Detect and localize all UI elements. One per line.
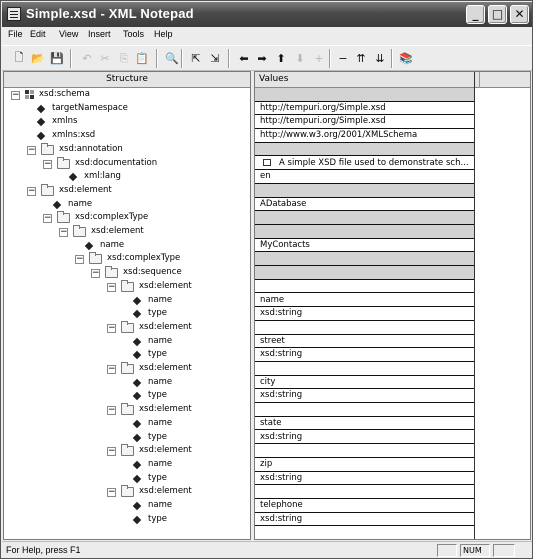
collapse-toggle-icon[interactable]: − xyxy=(92,268,100,279)
column-splitter[interactable] xyxy=(479,72,480,88)
nudge-up-icon: ⬆ xyxy=(276,52,286,65)
tree-node-label: name xyxy=(148,417,173,428)
value-cell[interactable] xyxy=(255,403,474,417)
collapse-toggle-icon[interactable]: − xyxy=(108,364,116,374)
collapse-toggle-icon[interactable]: − xyxy=(60,227,68,237)
attribute-icon xyxy=(133,337,141,345)
tree-node-label: xsd:schema xyxy=(39,89,90,99)
tree-node-label: name xyxy=(148,335,173,346)
nudge-down-button[interactable] xyxy=(291,49,309,68)
tree-element-node[interactable] xyxy=(4,211,250,225)
attribute-icon xyxy=(37,118,45,126)
new-icon: 🗋 xyxy=(14,51,24,64)
tree-node-label: xmlns xyxy=(52,116,78,127)
attribute-icon xyxy=(133,515,141,523)
attribute-icon xyxy=(133,310,141,318)
structure-pane[interactable] xyxy=(3,71,251,540)
expand-icon: + xyxy=(314,52,324,65)
value-text: city xyxy=(260,376,276,387)
tree-node-label: xsd:element xyxy=(91,226,144,236)
tree-node-label: xsd:complexType xyxy=(107,253,181,264)
tree-node-label: xml:lang xyxy=(84,171,121,182)
value-cell[interactable] xyxy=(255,458,474,472)
value-cell[interactable] xyxy=(255,198,474,212)
tree-node-label: name xyxy=(148,458,173,469)
folder-icon xyxy=(73,227,86,237)
value-cell[interactable] xyxy=(255,266,474,280)
value-cell[interactable] xyxy=(255,472,474,486)
collapse-toggle-icon[interactable]: − xyxy=(76,254,84,265)
attribute-icon xyxy=(53,200,61,208)
value-cell[interactable] xyxy=(255,431,474,445)
tree-node-label: type xyxy=(148,472,167,483)
paste-icon: 📋 xyxy=(135,52,149,65)
window-title: Simple.xsd - XML Notepad xyxy=(26,6,194,21)
value-cell[interactable] xyxy=(255,184,474,198)
tree-attribute-node[interactable] xyxy=(4,239,250,253)
value-text: xsd:string xyxy=(260,308,303,319)
menu-view[interactable]: View xyxy=(59,29,79,39)
close-button[interactable] xyxy=(510,5,529,24)
maximize-button[interactable] xyxy=(488,5,507,24)
tree-element-node[interactable] xyxy=(4,252,250,266)
attribute-icon xyxy=(133,351,141,359)
sort-descending-icon: ⇊ xyxy=(375,52,385,65)
tree-node-label: targetNamespace xyxy=(52,102,128,113)
tree-element-node[interactable] xyxy=(4,444,250,458)
sort-ascending-icon: ⇈ xyxy=(356,52,366,65)
folder-icon xyxy=(121,405,134,415)
tree-attribute-node[interactable] xyxy=(4,513,250,527)
tree-node-label: type xyxy=(148,431,167,442)
tree-attribute-node[interactable] xyxy=(4,458,250,472)
tree-element-node[interactable] xyxy=(4,362,250,376)
tree-attribute-node[interactable] xyxy=(4,472,250,486)
value-cell[interactable] xyxy=(255,321,474,335)
undo-button[interactable] xyxy=(78,49,96,68)
value-text: xsd:string xyxy=(260,513,303,524)
value-text: ADatabase xyxy=(260,198,307,209)
tree-attribute-node[interactable] xyxy=(4,307,250,321)
tree-element-node[interactable] xyxy=(4,485,250,499)
value-text: http://www.w3.org/2001/XMLSchema xyxy=(260,130,418,141)
cut-icon: ✂ xyxy=(100,52,110,65)
value-text: http://tempuri.org/Simple.xsd xyxy=(260,102,386,113)
tree-node-label: xsd:element xyxy=(139,363,192,373)
value-cell[interactable] xyxy=(255,513,474,527)
tree-node-label: name xyxy=(148,294,173,305)
value-cell[interactable] xyxy=(255,307,474,321)
save-icon: 💾 xyxy=(50,52,64,65)
attribute-icon xyxy=(133,392,141,400)
structure-header[interactable]: Structure xyxy=(4,72,250,88)
tree-attribute-node[interactable] xyxy=(4,170,250,184)
folder-icon xyxy=(57,159,70,169)
xml-notepad-icon[interactable] xyxy=(7,7,21,21)
value-cell[interactable] xyxy=(255,444,474,458)
folder-icon xyxy=(121,487,134,497)
new-button[interactable] xyxy=(10,49,28,68)
maximize-icon: □ xyxy=(491,7,504,21)
minimize-button[interactable] xyxy=(466,5,485,24)
tree-element-node[interactable] xyxy=(4,143,250,157)
minimize-icon: _ xyxy=(472,7,479,21)
tree-attribute-node[interactable] xyxy=(4,294,250,308)
value-cell[interactable] xyxy=(255,335,474,349)
status-panel-empty xyxy=(437,544,457,557)
schema-node-icon xyxy=(25,90,35,100)
value-cell[interactable] xyxy=(255,115,474,129)
tree-element-node[interactable] xyxy=(4,184,250,198)
close-icon: ✕ xyxy=(514,7,525,21)
attribute-icon xyxy=(133,296,141,304)
sort-descending-button[interactable] xyxy=(371,49,389,68)
nudge-left-button[interactable] xyxy=(235,49,253,68)
collapse-toggle-icon[interactable]: − xyxy=(44,158,52,169)
tree-node-label: xsd:element xyxy=(139,445,192,456)
collapse-toggle-icon[interactable]: − xyxy=(108,281,116,292)
tree-element-node[interactable] xyxy=(4,403,250,417)
tree-attribute-node[interactable] xyxy=(4,499,250,513)
folder-icon xyxy=(105,268,118,278)
value-cell[interactable] xyxy=(255,389,474,403)
value-cell[interactable] xyxy=(255,362,474,376)
value-cell[interactable] xyxy=(255,129,474,143)
insert-before-icon: ⇱ xyxy=(191,52,201,65)
attribute-icon xyxy=(133,474,141,482)
tree-element-node[interactable] xyxy=(4,280,250,294)
menu-edit[interactable]: Edit xyxy=(30,29,46,39)
attribute-icon xyxy=(133,420,141,428)
values-pane[interactable] xyxy=(254,71,531,540)
open-button[interactable] xyxy=(29,49,47,68)
insert-before-button[interactable] xyxy=(187,49,205,68)
cut-button[interactable] xyxy=(96,49,114,68)
tree-attribute-node[interactable] xyxy=(4,129,250,143)
value-text: state xyxy=(260,417,282,428)
tree-attribute-node[interactable] xyxy=(4,115,250,129)
tree-element-node[interactable] xyxy=(4,321,250,335)
collapse-toggle-icon[interactable]: − xyxy=(108,487,116,498)
tree-attribute-node[interactable] xyxy=(4,348,250,362)
tree-node-label: xmlns:xsd xyxy=(52,130,96,141)
folder-icon xyxy=(121,446,134,456)
nudge-down-icon: ⬇ xyxy=(295,52,305,65)
tree-attribute-node[interactable] xyxy=(4,198,250,212)
tree-node-label: xsd:element xyxy=(139,404,192,415)
attribute-icon xyxy=(37,104,45,112)
undo-icon: ↶ xyxy=(82,52,92,65)
folder-icon xyxy=(89,254,102,264)
value-cell[interactable] xyxy=(255,102,474,116)
value-cell[interactable] xyxy=(255,88,474,102)
copy-button[interactable] xyxy=(115,49,133,68)
tree-element-node[interactable] xyxy=(4,266,250,280)
toolbar-separator xyxy=(329,49,331,68)
tree-node-label: name xyxy=(68,198,93,209)
value-cell[interactable] xyxy=(255,143,474,157)
tree-node-label: xsd:element xyxy=(139,321,192,332)
menu-bar xyxy=(2,27,532,45)
value-text: xsd:string xyxy=(260,472,303,483)
find-button[interactable] xyxy=(163,49,181,68)
value-text: street xyxy=(260,335,285,346)
tree-element-node[interactable] xyxy=(4,157,250,171)
tree-node-label: name xyxy=(100,239,125,250)
toolbar-separator xyxy=(228,49,230,68)
schema-icon: 📚 xyxy=(399,52,413,65)
num-lock-indicator: NUM xyxy=(460,544,490,557)
value-text: name xyxy=(260,294,285,305)
nudge-up-button[interactable] xyxy=(272,49,290,68)
folder-icon xyxy=(121,364,134,374)
tree-element-node[interactable] xyxy=(4,88,250,102)
tree-node-label: type xyxy=(148,349,167,360)
status-panel-extra xyxy=(493,544,515,557)
attribute-icon xyxy=(133,461,141,469)
value-text: xsd:string xyxy=(260,349,303,360)
collapse-toggle-icon[interactable]: − xyxy=(108,405,116,416)
value-cell[interactable] xyxy=(255,157,474,171)
value-cell[interactable] xyxy=(255,252,474,266)
menu-tools[interactable]: Tools xyxy=(123,29,145,39)
tree-attribute-node[interactable] xyxy=(4,376,250,390)
value-cell[interactable] xyxy=(255,485,474,499)
value-text: telephone xyxy=(260,500,303,510)
tree-node-label: xsd:sequence xyxy=(123,267,182,278)
folder-icon xyxy=(41,145,54,155)
status-bar xyxy=(2,541,532,558)
tree-node-label: type xyxy=(148,513,167,524)
value-text: xsd:string xyxy=(260,431,303,442)
folder-icon xyxy=(57,213,70,223)
toolbar-separator xyxy=(156,49,158,68)
paste-button[interactable] xyxy=(133,49,151,68)
save-button[interactable] xyxy=(48,49,66,68)
collapse-toggle-icon[interactable]: − xyxy=(108,322,116,333)
tree-node-label: type xyxy=(148,390,167,401)
collapse-toggle-icon[interactable]: − xyxy=(28,185,36,196)
collapse-toggle-icon[interactable]: − xyxy=(44,213,52,224)
folder-icon xyxy=(121,282,134,292)
tree-node-label: xsd:element xyxy=(59,184,112,195)
tree-attribute-node[interactable] xyxy=(4,102,250,116)
attribute-icon xyxy=(69,173,77,181)
collapse-toggle-icon[interactable]: − xyxy=(28,144,36,155)
tree-attribute-node[interactable] xyxy=(4,417,250,431)
menu-help[interactable]: Help xyxy=(154,29,173,39)
folder-icon xyxy=(41,186,54,196)
menu-file[interactable]: File xyxy=(8,29,23,39)
attribute-icon xyxy=(133,502,141,510)
nudge-right-button[interactable] xyxy=(253,49,271,68)
value-cell[interactable] xyxy=(255,280,474,294)
toolbar-separator xyxy=(391,49,393,68)
value-cell[interactable] xyxy=(255,417,474,431)
tree-node-label: xsd:documentation xyxy=(75,157,158,168)
collapse-button[interactable] xyxy=(334,49,352,68)
value-cell[interactable] xyxy=(255,239,474,253)
tree-node-label: type xyxy=(148,308,167,319)
nudge-left-icon: ⬅ xyxy=(239,52,249,65)
values-header[interactable] xyxy=(255,72,530,88)
tree-attribute-node[interactable] xyxy=(4,335,250,349)
tree-node-label: name xyxy=(148,500,173,510)
toolbar xyxy=(2,45,532,71)
schema-button[interactable] xyxy=(397,49,415,68)
value-cell[interactable] xyxy=(255,499,474,513)
value-text: zip xyxy=(260,458,273,469)
values-divider xyxy=(474,72,475,540)
folder-icon xyxy=(121,323,134,333)
value-cell[interactable] xyxy=(255,211,474,225)
status-message: For Help, press F1 xyxy=(6,545,81,555)
value-cell[interactable] xyxy=(255,348,474,362)
tree-attribute-node[interactable] xyxy=(4,389,250,403)
tree-node-label: xsd:annotation xyxy=(59,143,123,154)
title-bar[interactable] xyxy=(2,2,532,27)
attribute-icon xyxy=(133,433,141,441)
value-text: xsd:string xyxy=(260,390,303,401)
attribute-icon xyxy=(133,378,141,386)
sort-ascending-button[interactable] xyxy=(352,49,370,68)
toolbar-separator xyxy=(181,49,183,68)
tree-attribute-node[interactable] xyxy=(4,431,250,445)
value-cell[interactable] xyxy=(255,225,474,239)
attribute-icon xyxy=(85,241,93,249)
tree-node-label: xsd:element xyxy=(139,280,192,291)
insert-child-button[interactable] xyxy=(206,49,224,68)
collapse-toggle-icon[interactable]: − xyxy=(12,90,20,100)
value-text: MyContacts xyxy=(260,239,310,250)
tree-node-label: name xyxy=(148,376,173,387)
text-node-icon xyxy=(263,159,271,166)
value-cell[interactable] xyxy=(255,170,474,184)
values-header-label: Values xyxy=(259,74,289,84)
value-text: A simple XSD file used to demonstrate sch... xyxy=(279,157,469,168)
expand-button[interactable] xyxy=(310,49,328,68)
collapse-toggle-icon[interactable]: − xyxy=(108,446,116,457)
value-text: http://tempuri.org/Simple.xsd xyxy=(260,116,386,127)
open-icon: 📂 xyxy=(31,52,45,65)
find-icon: 🔍 xyxy=(165,52,179,65)
value-cell[interactable] xyxy=(255,294,474,308)
attribute-icon xyxy=(37,132,45,140)
tree-node-label: xsd:element xyxy=(139,486,192,497)
nudge-right-icon: ➡ xyxy=(257,52,267,65)
toolbar-separator xyxy=(70,49,72,68)
value-text: en xyxy=(260,171,271,182)
collapse-icon: − xyxy=(338,52,348,65)
value-cell[interactable] xyxy=(255,376,474,390)
insert-child-icon: ⇲ xyxy=(210,52,220,65)
menu-insert[interactable]: Insert xyxy=(88,29,111,39)
tree-element-node[interactable] xyxy=(4,225,250,239)
copy-icon: ⎘ xyxy=(119,51,129,65)
tree-node-label: xsd:complexType xyxy=(75,212,149,223)
